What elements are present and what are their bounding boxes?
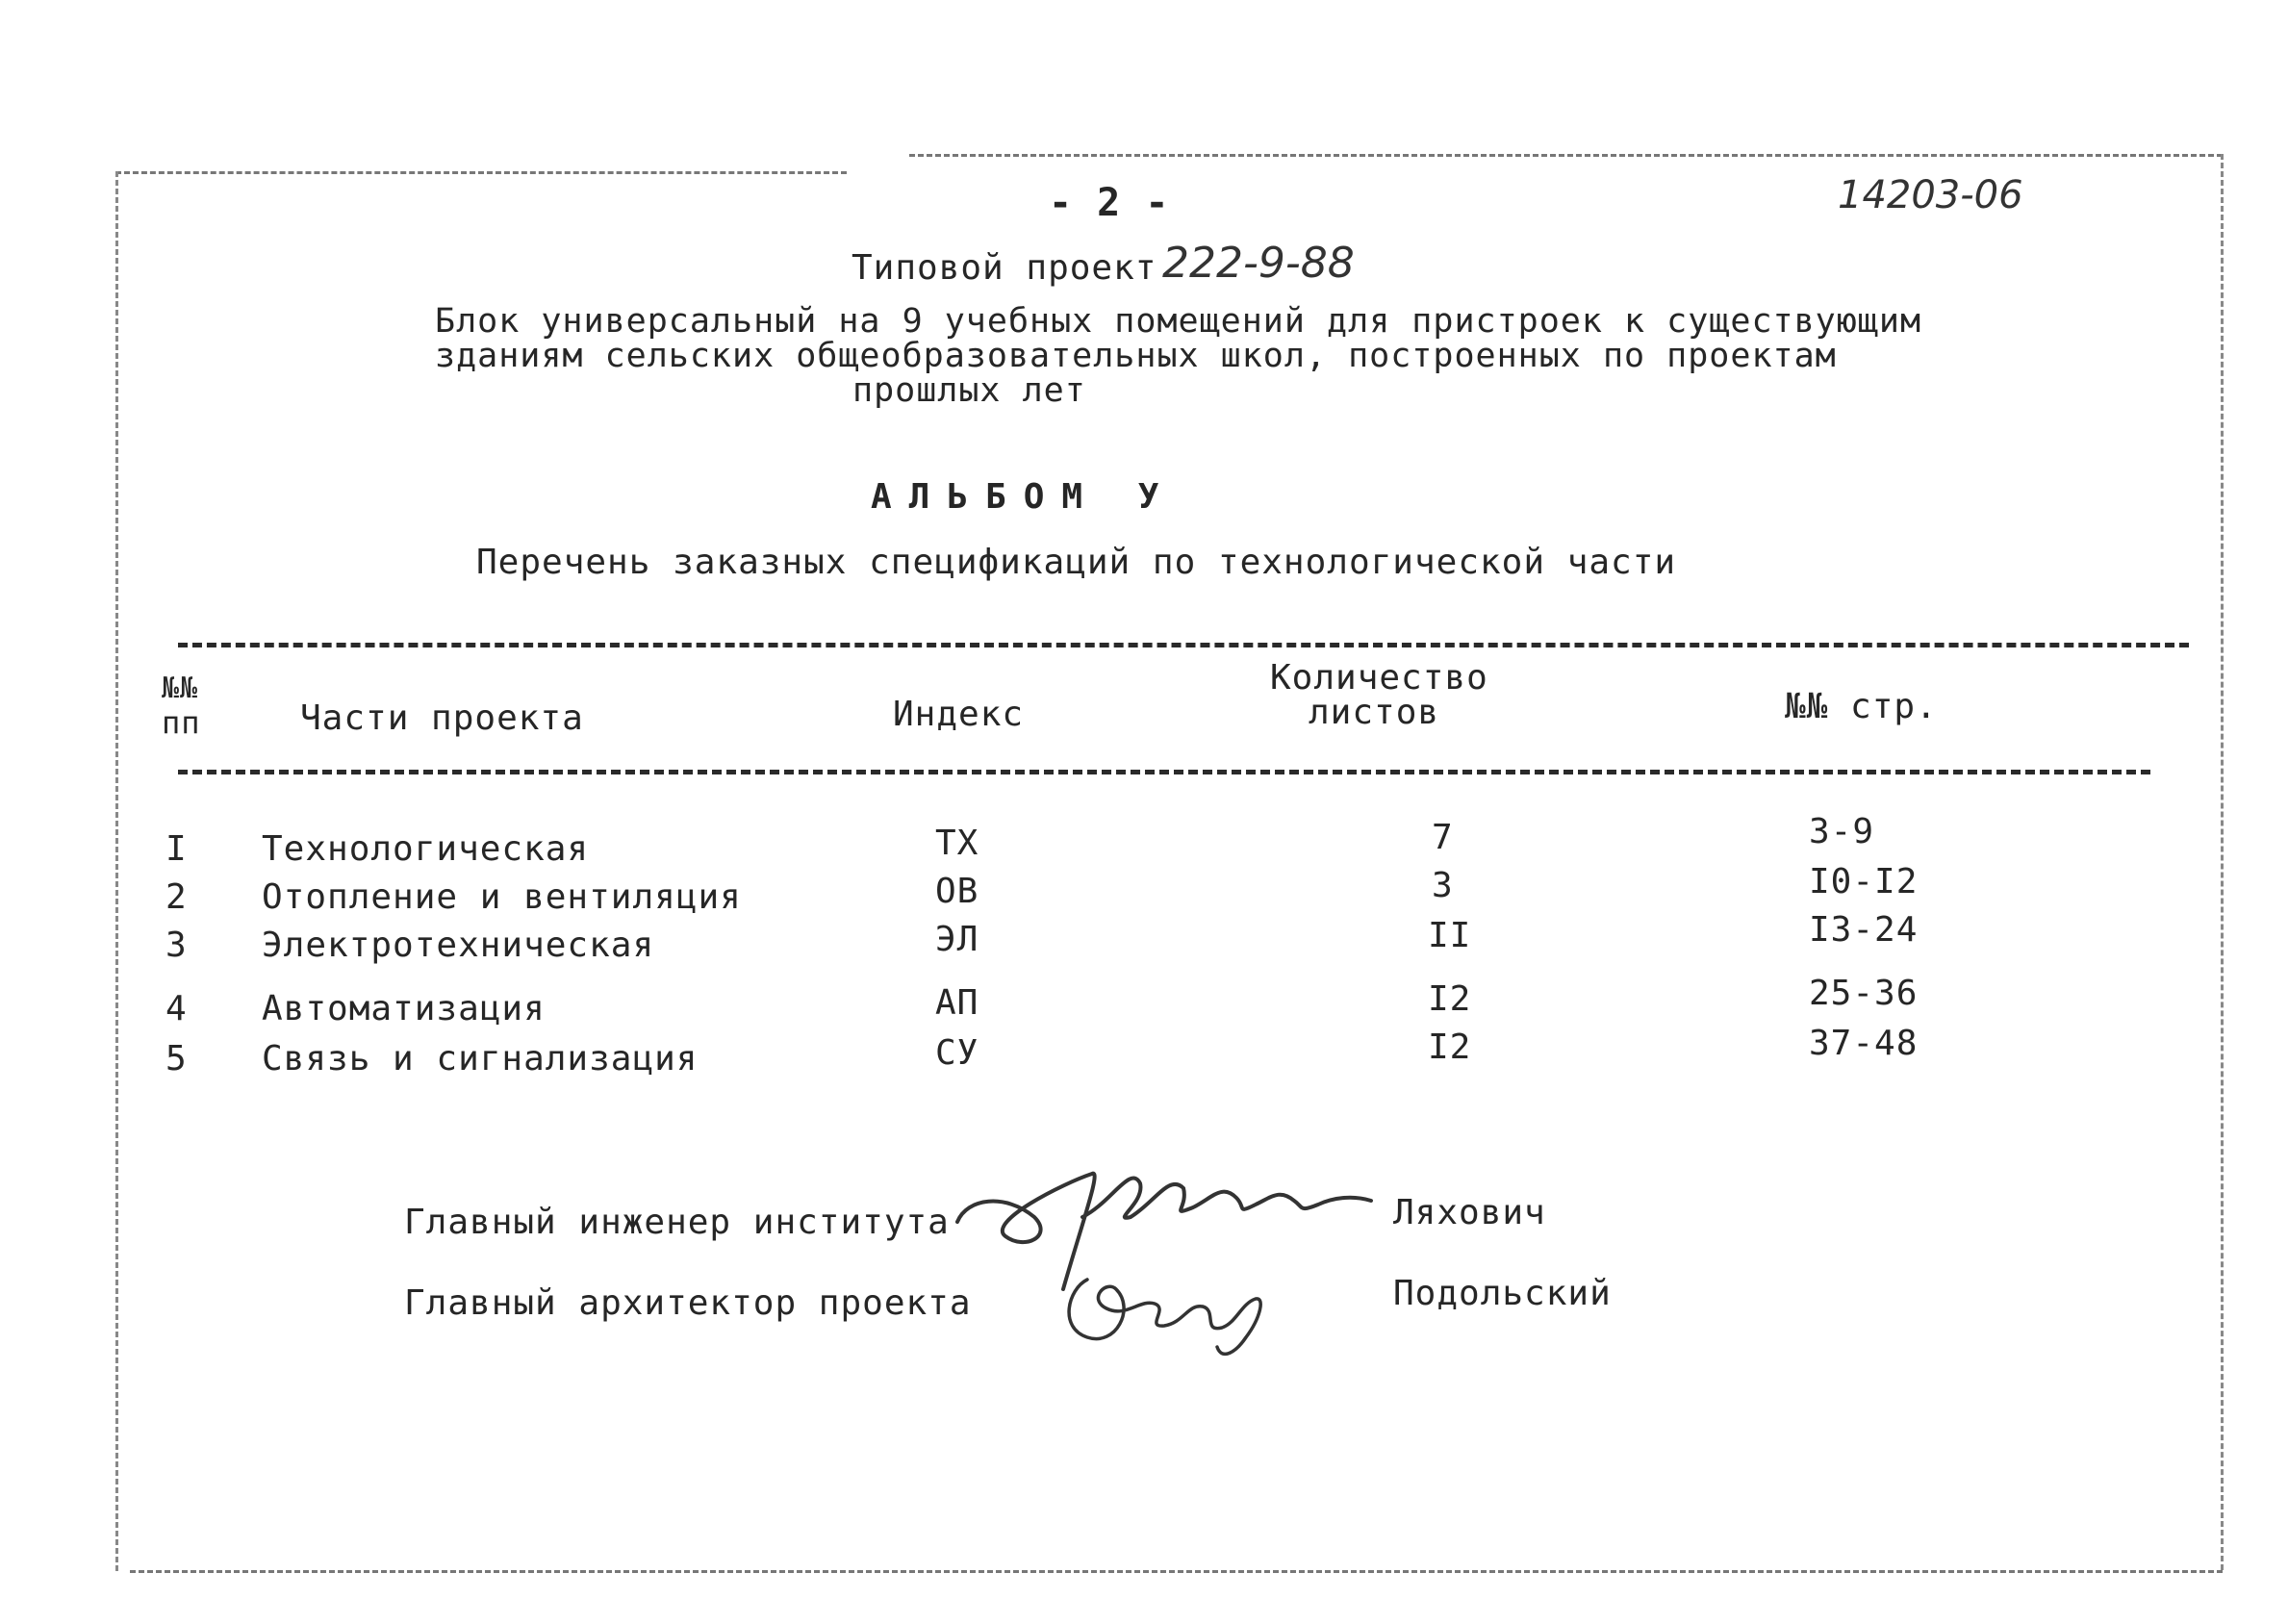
column-part: Части проекта bbox=[300, 698, 584, 738]
row-pages: I0-I2 bbox=[1809, 862, 1919, 901]
description-line-2: зданиям сельских общеобразовательных школ, построенных по проектам bbox=[435, 337, 1837, 375]
row-number: 2 bbox=[165, 877, 188, 917]
row-part: Автоматизация bbox=[262, 989, 546, 1028]
column-number-line2: пп bbox=[162, 704, 201, 741]
row-index: СУ bbox=[935, 1033, 979, 1073]
handwritten-document-code: 14203-06 bbox=[1838, 173, 2023, 217]
chief-architect-name: Подольский bbox=[1393, 1274, 1612, 1313]
chief-engineer-name: Ляхович bbox=[1393, 1193, 1546, 1232]
row-qty: II bbox=[1428, 916, 1472, 955]
row-index: ЭЛ bbox=[935, 920, 979, 959]
column-qty-line2: листов bbox=[1309, 693, 1440, 732]
page-number: - 2 - bbox=[1049, 181, 1170, 225]
row-qty: I2 bbox=[1428, 979, 1472, 1019]
signature-chief-architect bbox=[1049, 1251, 1280, 1376]
column-index: Индекс bbox=[893, 695, 1025, 734]
description-line-1: Блок универсальный на 9 учебных помещений для пристроек к существующим bbox=[435, 302, 1922, 341]
row-number: 4 bbox=[165, 989, 188, 1028]
project-number: 222-9-88 bbox=[1162, 239, 1355, 288]
row-index: ОВ bbox=[935, 872, 979, 911]
row-number: 5 bbox=[165, 1039, 188, 1078]
row-qty: I2 bbox=[1428, 1028, 1472, 1067]
album-title: АЛЬБОМ У bbox=[871, 477, 1177, 517]
table-top-separator bbox=[178, 643, 2189, 647]
frame-right-border bbox=[2221, 154, 2224, 1570]
row-part: Связь и сигнализация bbox=[262, 1039, 699, 1078]
row-index: АП bbox=[935, 983, 979, 1023]
row-pages: 25-36 bbox=[1809, 974, 1919, 1013]
frame-top-border bbox=[115, 171, 847, 174]
row-index: ТХ bbox=[935, 824, 979, 863]
row-part: Электротехническая bbox=[262, 926, 655, 965]
row-pages: 3-9 bbox=[1809, 812, 1875, 851]
column-pages: №№ стр. bbox=[1785, 687, 1938, 726]
frame-left-border bbox=[115, 171, 118, 1571]
chief-engineer-title: Главный инженер института bbox=[404, 1203, 950, 1242]
row-qty: 7 bbox=[1432, 818, 1454, 857]
row-part: Технологическая bbox=[262, 829, 590, 869]
column-qty-line1: Количество bbox=[1270, 658, 1488, 698]
column-number-line1: №№ bbox=[162, 672, 199, 705]
description-line-3: прошлых лет bbox=[852, 371, 1086, 410]
row-number: I bbox=[165, 829, 188, 869]
list-subtitle: Перечень заказных спецификаций по технологической части bbox=[476, 543, 1677, 582]
table-header-separator bbox=[178, 770, 2150, 774]
row-number: 3 bbox=[165, 926, 188, 965]
chief-architect-title: Главный архитектор проекта bbox=[404, 1283, 972, 1323]
project-label: Типовой проект bbox=[852, 248, 1157, 288]
row-qty: 3 bbox=[1432, 866, 1454, 905]
row-pages: I3-24 bbox=[1809, 910, 1919, 950]
frame-bottom-border bbox=[130, 1570, 2223, 1573]
row-pages: 37-48 bbox=[1809, 1024, 1919, 1063]
frame-top-border-right bbox=[909, 154, 2223, 157]
row-part: Отопление и вентиляция bbox=[262, 877, 742, 917]
